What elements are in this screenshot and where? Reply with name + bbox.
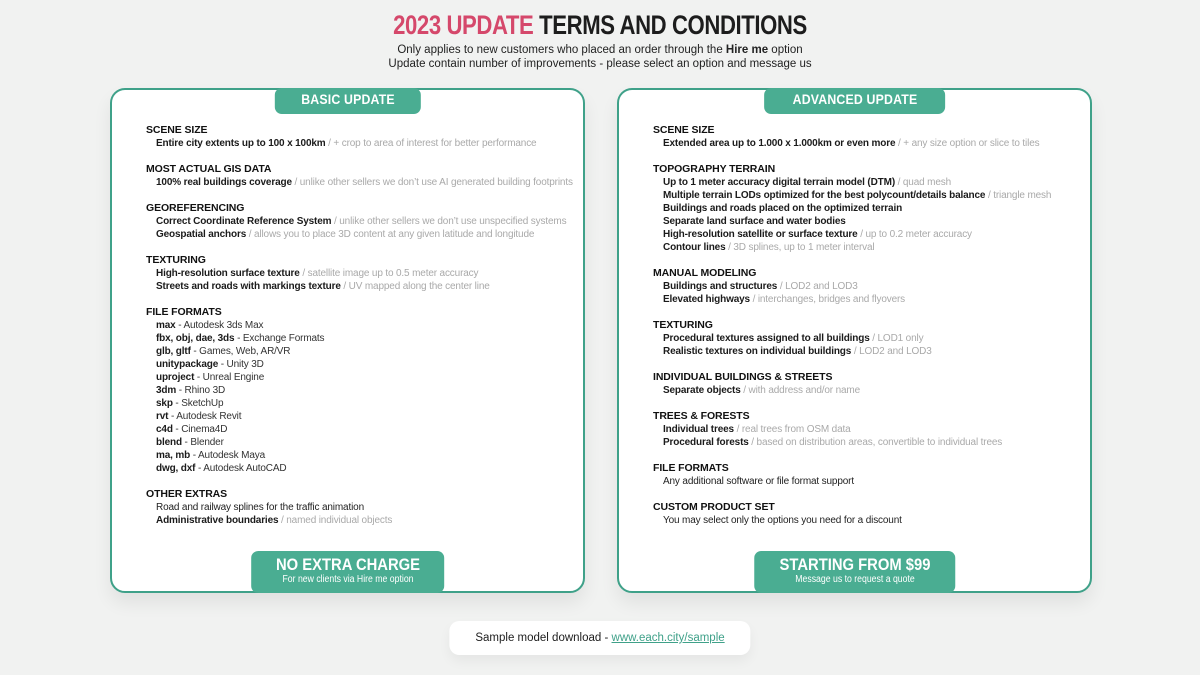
feature-item: Realistic textures on individual buildings / LOD2 and LOD3 (663, 346, 932, 357)
subtitle-line-2: Update contain number of improvements - please select an option and message us (388, 57, 812, 70)
feature-item: Separate objects / with address and/or name (663, 385, 860, 396)
section-title: MOST ACTUAL GIS DATA (146, 163, 272, 175)
page-title-rest: TERMS AND CONDITIONS (533, 10, 807, 40)
section-title: FILE FORMATS (146, 306, 222, 318)
section-title: CUSTOM PRODUCT SET (653, 501, 775, 513)
feature-item: High-resolution surface texture / satellite image up to 0.5 meter accuracy (156, 268, 479, 279)
section-title: MANUAL MODELING (653, 267, 757, 279)
section (146, 254, 577, 293)
page-title-highlight: 2023 UPDATE (393, 10, 534, 40)
section-title: FILE FORMATS (653, 462, 729, 474)
price-badge-title: STARTING FROM $99 (779, 555, 930, 574)
sample-download-link[interactable]: www.each.city/sample (611, 632, 725, 644)
subtitle-line-1: Only applies to new customers who placed an order through the Hire me option (397, 44, 803, 56)
section (653, 371, 1084, 397)
feature-item: Entire city extents up to 100 x 100km / + crop to area of interest for better performance (156, 138, 537, 149)
feature-item: Procedural forests / based on distribution areas, convertible to individual trees (663, 437, 1003, 448)
feature-item: Multiple terrain LODs optimized for the best polycount/details balance / triangle mesh (663, 190, 1052, 201)
section (146, 488, 577, 527)
feature-item: Road and railway splines for the traffic animation (156, 502, 364, 513)
starting-from-badge (754, 551, 955, 593)
feature-item: 100% real buildings coverage / unlike other sellers we don’t use AI generated building footprints (156, 177, 573, 188)
basic-update-sections (146, 124, 577, 547)
feature-item: glb, gltf - Games, Web, AR/VR (156, 346, 291, 357)
feature-item: uproject - Unreal Engine (156, 372, 265, 383)
no-extra-charge-badge (251, 551, 445, 593)
section (146, 124, 577, 150)
section-title: TREES & FORESTS (653, 410, 750, 422)
section-title: SCENE SIZE (653, 124, 715, 136)
feature-item: Correct Coordinate Reference System / unlike other sellers we don’t use unspecified systems (156, 216, 567, 227)
feature-item: Up to 1 meter accuracy digital terrain model (DTM) / quad mesh (663, 177, 952, 188)
page-subtitle (0, 44, 1200, 71)
feature-item: High-resolution satellite or surface texture / up to 0.2 meter accuracy (663, 229, 972, 240)
section (653, 163, 1084, 254)
advanced-update-sections (653, 124, 1084, 547)
section (653, 267, 1084, 306)
section-title: TEXTURING (146, 254, 206, 266)
section (653, 501, 1084, 527)
feature-item: You may select only the options you need for a discount (663, 515, 902, 526)
section-title: TOPOGRAPHY TERRAIN (653, 163, 776, 175)
section (653, 462, 1084, 488)
advanced-update-panel (617, 88, 1092, 593)
feature-item: 3dm - Rhino 3D (156, 385, 226, 396)
feature-item: dwg, dxf - Autodesk AutoCAD (156, 463, 287, 474)
section (146, 306, 577, 475)
basic-update-badge: BASIC UPDATE (274, 88, 420, 114)
feature-item: c4d - Cinema4D (156, 424, 228, 435)
feature-item: Any additional software or file format support (663, 476, 854, 487)
sample-download-bar (449, 621, 750, 655)
feature-item: Extended area up to 1.000 x 1.000km or even more / + any size option or slice to tiles (663, 138, 1040, 149)
feature-item: Administrative boundaries / named individual objects (156, 515, 393, 526)
feature-item: fbx, obj, dae, 3ds - Exchange Formats (156, 333, 325, 344)
feature-item: Buildings and structures / LOD2 and LOD3 (663, 281, 858, 292)
hire-me-emphasis: Hire me (725, 44, 769, 56)
section-title: TEXTURING (653, 319, 713, 331)
feature-item: rvt - Autodesk Revit (156, 411, 242, 422)
feature-item: Separate land surface and water bodies (663, 216, 846, 227)
section (146, 163, 577, 189)
price-badge-title: NO EXTRA CHARGE (275, 555, 420, 574)
page-header (0, 10, 1200, 71)
feature-item: Elevated highways / interchanges, bridges and flyovers (663, 294, 906, 305)
section-title: INDIVIDUAL BUILDINGS & STREETS (653, 371, 833, 383)
feature-item: Streets and roads with markings texture / UV mapped along the center line (156, 281, 490, 292)
section (653, 124, 1084, 150)
advanced-update-badge: ADVANCED UPDATE (764, 88, 946, 114)
price-badge-subtitle: For new clients via Hire me option (281, 574, 414, 585)
section-title: GEOREFERENCING (146, 202, 245, 214)
section (653, 319, 1084, 358)
feature-item: blend - Blender (156, 437, 224, 448)
sample-download-label: Sample model download - (475, 632, 609, 644)
page-title (108, 10, 1092, 41)
feature-item: skp - SketchUp (156, 398, 224, 409)
section-title: SCENE SIZE (146, 124, 208, 136)
feature-item: Geospatial anchors / allows you to place 3D content at any given latitude and longitude (156, 229, 535, 240)
section (653, 410, 1084, 449)
section (146, 202, 577, 241)
feature-item: Individual trees / real trees from OSM data (663, 424, 851, 435)
feature-item: Contour lines / 3D splines, up to 1 meter interval (663, 242, 875, 253)
basic-update-panel (110, 88, 585, 593)
feature-item: Procedural textures assigned to all buildings / LOD1 only (663, 333, 924, 344)
feature-item: ma, mb - Autodesk Maya (156, 450, 265, 461)
feature-item: unitypackage - Unity 3D (156, 359, 264, 370)
feature-item: max - Autodesk 3ds Max (156, 320, 264, 331)
price-badge-subtitle: Message us to request a quote (794, 574, 915, 585)
section-title: OTHER EXTRAS (146, 488, 228, 500)
feature-item: Buildings and roads placed on the optimized terrain (663, 203, 903, 214)
